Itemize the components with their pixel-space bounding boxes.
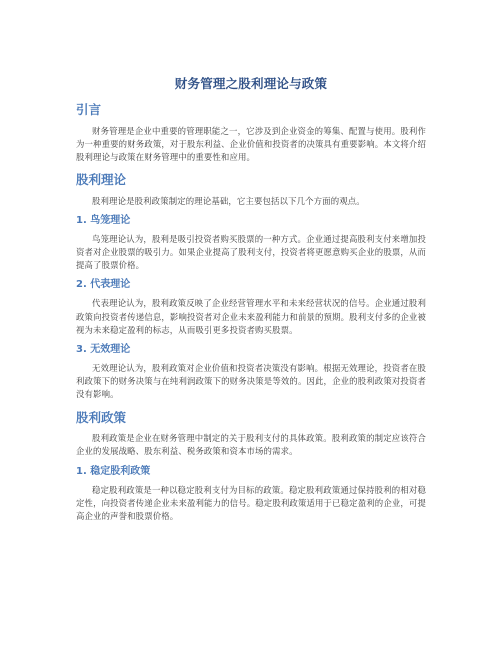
subsection-paragraph-irrelevance: 无效理论认为，股利政策对企业价值和投资者决策没有影响。根据无效理论，投资者在股利政策下的财务决策与在纯利润政策下的财务决策是等效的。因此，企业的股利政策对投资者没有影响。 xyxy=(76,363,426,400)
section-heading-dividend-policy: 股利政策 xyxy=(76,409,127,425)
section-paragraph-dividend-theory: 股利理论是股利政策制定的理论基础，它主要包括以下几个方面的观点。 xyxy=(92,195,365,206)
subsection-heading-irrelevance: 3. 无效理论 xyxy=(76,344,131,356)
section-paragraph-introduction: 财务管理是企业中重要的管理职能之一，它涉及到企业资金的筹集、配置与使用。股利作为一种重要的财务政策，对于股东利益、企业价值和投资者的决策具有重要影响。本文将介绍股利理论与政策在财务管理中的重要性和应用。 xyxy=(76,125,426,162)
subsection-paragraph-signaling: 代表理论认为，股利政策反映了企业经营管理水平和未来经营状况的信号。企业通过股利政策向投资者传递信息，影响投资者对企业未来盈利能力和前景的预期。股利支付多的企业被视为未来稳定盈利的标志，从而吸引更多投资者购买股票。 xyxy=(76,298,426,335)
section-paragraph-dividend-policy: 股利政策是企业在财务管理中制定的关于股利支付的具体政策。股利政策的制定应该符合企业的发展战略、股东利益、税务政策和资本市场的需求。 xyxy=(76,433,426,457)
subsection-paragraph-bird-in-hand: 鸟笼理论认为，股利是吸引投资者购买股票的一种方式。企业通过提高股利支付来增加投资者对企业股票的吸引力。如果企业提高了股利支付，投资者将更愿意购买企业的股票，从而提高了股票价格。 xyxy=(76,233,426,271)
subsection-heading-stable-dividend: 1. 稳定股利政策 xyxy=(76,465,151,477)
section-heading-dividend-theory: 股利理论 xyxy=(76,172,127,188)
document-title: 财务管理之股利理论与政策 xyxy=(174,76,328,91)
subsection-paragraph-stable-dividend: 稳定股利政策是一种以稳定股利支付为目标的政策。稳定股利政策通过保持股利的相对稳定性，向投资者传递企业未来盈利能力的信号。稳定股利政策适用于已稳定盈利的企业，可提高企业的声誉和股票价格。 xyxy=(76,484,426,521)
section-heading-introduction: 引言 xyxy=(76,102,102,117)
subsection-heading-signaling: 2. 代表理论 xyxy=(76,279,131,291)
subsection-heading-bird-in-hand: 1. 鸟笼理论 xyxy=(76,214,131,226)
